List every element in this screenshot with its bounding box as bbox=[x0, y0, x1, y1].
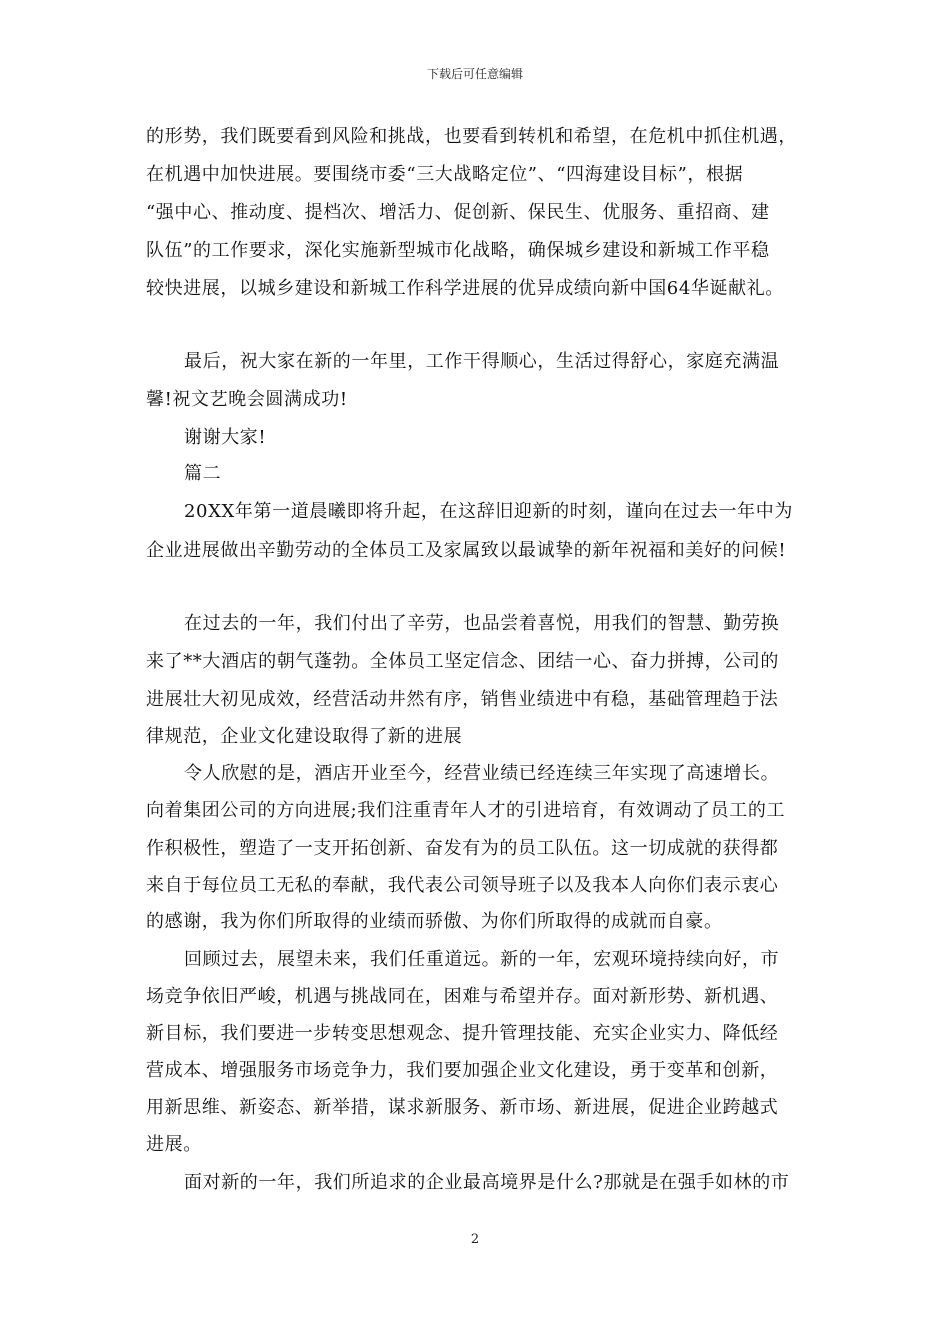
text-line: 在过去的一年，我们付出了辛劳，也品尝着喜悦，用我们的智慧、勤劳换 bbox=[184, 613, 780, 634]
text-line: 的感谢，我为你们所取得的业绩而骄傲、为你们所取得的成就而自豪。 bbox=[146, 911, 723, 932]
text-line: 谢谢大家! bbox=[184, 427, 267, 448]
text-line: 回顾过去，展望未来，我们任重道远。新的一年，宏观环境持续向好，市 bbox=[184, 949, 780, 970]
text-line: 向着集团公司的方向进展;我们注重青年人才的引进培育，有效调动了员工的工 bbox=[146, 800, 786, 821]
text-line: 在机遇中加快进展。要围绕市委“三大战略定位”、“四海建设目标”，根据 bbox=[146, 164, 744, 185]
text-line: 较快进展，以城乡建设和新城工作科学进展的优异成绩向新中国64华诞献礼。 bbox=[146, 278, 784, 299]
text-line: “强中心、推动度、提档次、增活力、促创新、保民生、优服务、重招商、建 bbox=[146, 202, 770, 223]
text-line: 新目标，我们要进一步转变思想观念、提升管理技能、充实企业实力、降低经 bbox=[146, 1023, 779, 1044]
text-line: 来了**大酒店的朝气蓬勃。全体员工坚定信念、团结一心、奋力拼搏，公司的 bbox=[146, 651, 779, 672]
text-line: 面对新的一年，我们所追求的企业最高境界是什么?那就是在强手如林的市 bbox=[184, 1172, 790, 1193]
text-line: 作积极性，塑造了一支开拓创新、奋发有为的员工队伍。这一切成就的获得都 bbox=[146, 838, 779, 859]
text-line: 营成本、增强服务市场竞争力，我们要加强企业文化建设，勇于变革和创新， bbox=[146, 1060, 779, 1081]
page-number: 2 bbox=[470, 1232, 480, 1247]
text-line: 用新思维、新姿态、新举措，谋求新服务、新市场、新进展，促进企业跨越式 bbox=[146, 1097, 779, 1118]
section-heading: 篇二 bbox=[184, 463, 222, 484]
text-line: 场竞争依旧严峻，机遇与挑战同在，困难与希望并存。面对新形势、新机遇、 bbox=[146, 986, 779, 1007]
text-line: 律规范，企业文化建设取得了新的进展 bbox=[146, 726, 463, 747]
text-line: 令人欣慰的是，酒店开业至今，经营业绩已经连续三年实现了高速增长。 bbox=[184, 763, 780, 784]
text-line: 进展壮大初见成效，经营活动井然有序，销售业绩进中有稳，基础管理趋于法 bbox=[146, 689, 779, 710]
text-line: 的形势，我们既要看到风险和挑战，也要看到转机和希望，在危机中抓住机遇， bbox=[146, 126, 797, 147]
text-line: 最后，祝大家在新的一年里，工作干得顺心，生活过得舒心，家庭充满温 bbox=[184, 351, 780, 372]
text-line: 企业进展做出辛勤劳动的全体员工及家属致以最诚挚的新年祝福和美好的问候! bbox=[146, 540, 787, 561]
text-line: 20XX年第一道晨曦即将升起，在这辞旧迎新的时刻，谨向在过去一年中为 bbox=[184, 501, 793, 522]
text-line: 队伍”的工作要求，深化实施新型城市化战略，确保城乡建设和新城工作平稳 bbox=[146, 240, 770, 261]
page-header: 下载后可任意编辑 bbox=[426, 67, 523, 81]
text-line: 来自于每位员工无私的奉献，我代表公司领导班子以及我本人向你们表示衷心 bbox=[146, 875, 779, 896]
text-line: 进展。 bbox=[146, 1134, 202, 1155]
text-line: 馨!祝文艺晚会圆满成功! bbox=[146, 389, 348, 410]
